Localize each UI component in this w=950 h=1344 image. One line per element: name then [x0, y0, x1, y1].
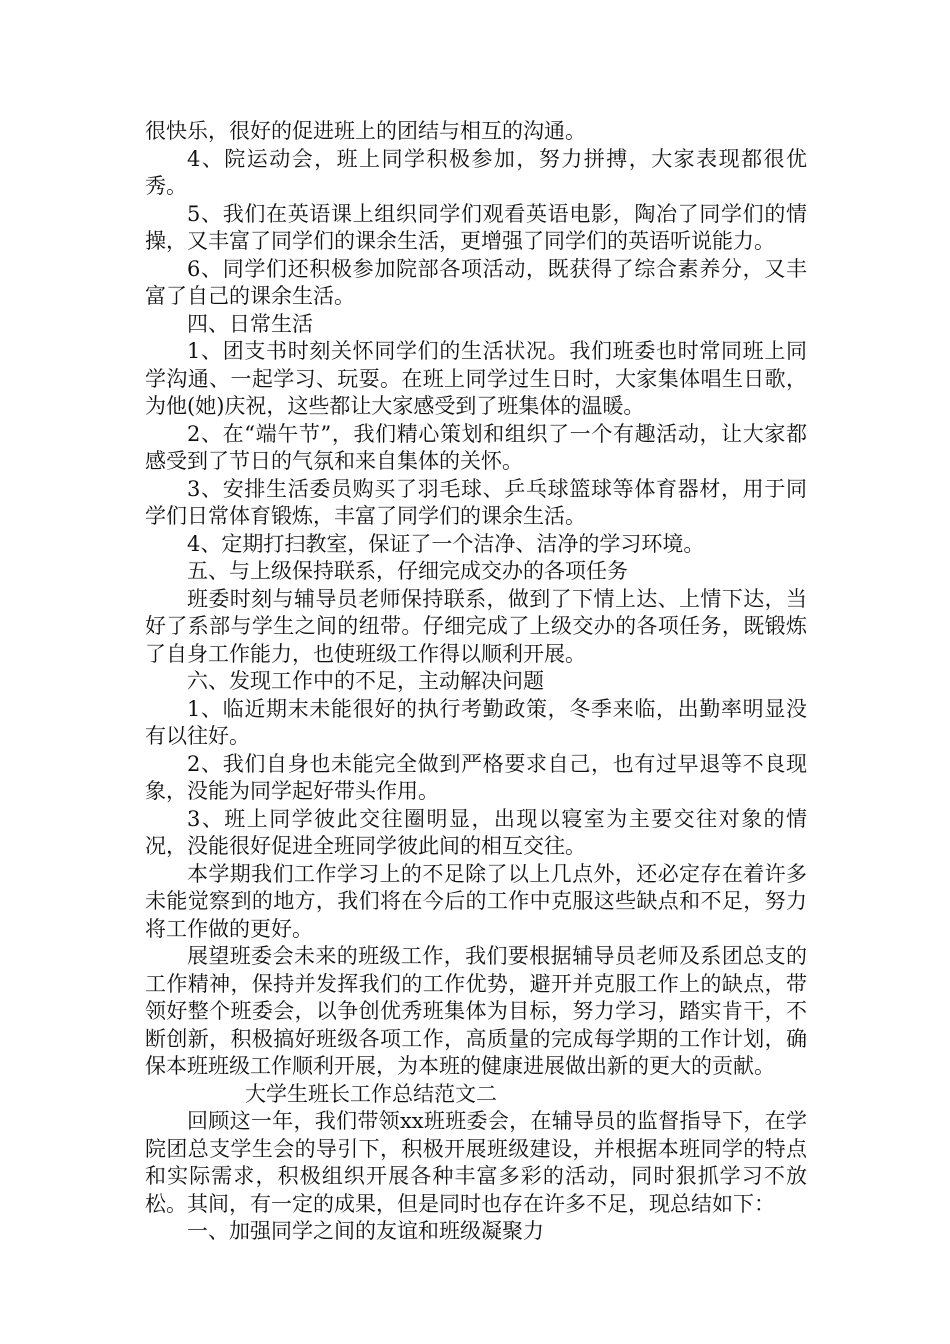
paragraph: 展望班委会未来的班级工作，我们要根据辅导员老师及系团总支的工作精神，保持并发挥我们的工作优势，避开并克服工作上的缺点，带领好整个班委会，以争创优秀班集体为目标，努力学习，踏实肯干，不断创新，积极搞好班级各项工作，高质量的完成每学期的工作计划，确保本班班级工作顺利开展，为本班的健康进展做出新的更大的贡献。 [145, 944, 807, 1078]
paragraph: 3、班上同学彼此交往圈明显，出现以寝室为主要交往对象的情况，没能很好促进全班同学彼此间的相互交往。 [145, 806, 807, 858]
paragraph: 2、我们自身也未能完全做到严格要求自己，也有过早退等不良现象，没能为同学起好带头作用。 [145, 751, 807, 803]
document-title: 大学生班长工作总结范文二 [245, 1081, 497, 1106]
paragraph: 6、同学们还积极参加院部各项活动，既获得了综合素养分，又丰富了自己的课余生活。 [145, 256, 807, 308]
paragraph: 班委时刻与辅导员老师保持联系，做到了下情上达、上情下达，当好了系部与学生之间的纽带。仔细完成了上级交办的各项任务，既锻炼了自身工作能力，也使班级工作得以顺利开展。 [145, 586, 807, 666]
paragraph: 1、临近期末未能很好的执行考勤政策，冬季来临，出勤率明显没有以往好。 [145, 696, 807, 748]
paragraph: 回顾这一年，我们带领xx班班委会，在辅导员的监督指导下，在学院团总支学生会的导引下，积极开展班级建设，并根据本班同学的特点和实际需求，积极组织开展各种丰富多彩的活动，同时狠抓学习不放松。其间，有一定的成果，但是同时也存在许多不足，现总结如下： [145, 1109, 807, 1216]
section-heading: 四、日常生活 [187, 311, 313, 336]
paragraph: 5、我们在英语课上组织同学们观看英语电影，陶冶了同学们的情操，又丰富了同学们的课余生活，更增强了同学们的英语听说能力。 [145, 201, 807, 253]
section-heading: 五、与上级保持联系，仔细完成交办的各项任务 [187, 559, 628, 583]
paragraph: 4、定期打扫教室，保证了一个洁净、洁净的学习环境。 [187, 531, 705, 556]
paragraph: 1、团支书时刻关怀同学们的生活状况。我们班委也时常同班上同学沟通、一起学习、玩耍。在班上同学过生日时，大家集体唱生日歌，为他(她)庆祝，这些都让大家感受到了班集体的温暖。 [145, 339, 807, 418]
paragraph: 4、院运动会，班上同学积极参加，努力拼搏，大家表现都很优秀。 [145, 146, 807, 198]
paragraph: 本学期我们工作学习上的不足除了以上几点外，还必定存在着许多未能觉察到的地方，我们将在今后的工作中克服这些缺点和不足，努力将工作做的更好。 [145, 861, 807, 941]
paragraph: 2、在“端午节”，我们精心策划和组织了一个有趣活动，让大家都感受到了节日的气氛和来自集体的关怀。 [145, 421, 807, 473]
paragraph: 很快乐，很好的促进班上的团结与相互的沟通。 [145, 119, 586, 143]
paragraph: 3、安排生活委员购买了羽毛球、乒乓球篮球等体育器材，用于同学们日常体育锻炼，丰富了同学们的课余生活。 [145, 476, 807, 528]
document-body [145, 118, 807, 1246]
section-heading: 六、发现工作中的不足，主动解决问题 [187, 669, 544, 693]
section-heading: 一、加强同学之间的友谊和班级凝聚力 [187, 1219, 544, 1243]
